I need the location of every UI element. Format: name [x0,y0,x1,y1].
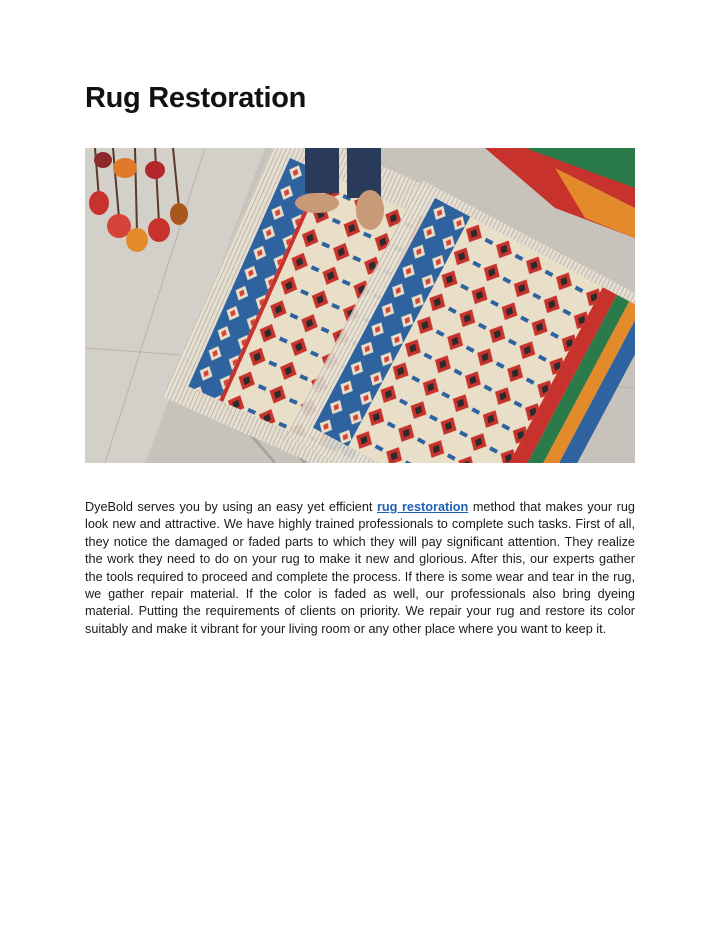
page-title: Rug Restoration [85,82,307,114]
rug-restoration-link[interactable]: rug restoration [376,500,469,514]
rug-photo-illustration [85,148,635,463]
paragraph-rest: method that makes your rug look new and attractive. We have highly trained professionals to complete such tasks. First of all, they notice the damaged or faded parts to which they will pay significant attention. They realize the work they need to do on your rug to make it new and glorious. After this, our experts gather the tools required to proceed and complete the process. If there is some wear and tear in the rug, we gather repair material. If the color is faded as well, our professionals also bring dyeing material. Putting the requirements of clients on priority. We repair your rug and restore its color suitably and make it vibrant for your living room or any other place where you want to keep it. [85,500,635,636]
rug-photo [85,148,635,463]
paragraph-intro: DyeBold serves you by using an easy yet efficient [85,500,377,514]
body-paragraph [85,499,635,638]
